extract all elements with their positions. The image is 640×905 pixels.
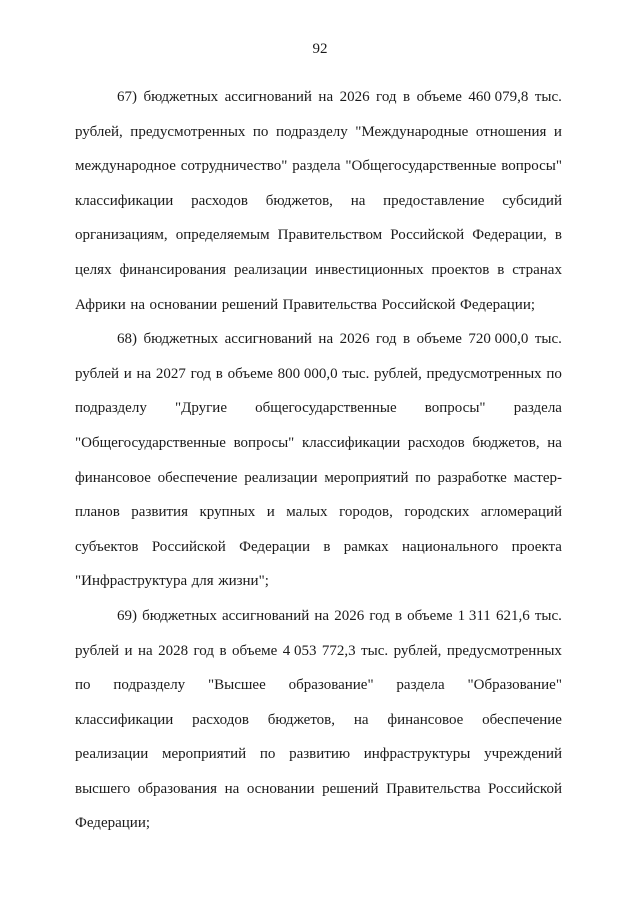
text-line: рублей, предусмотренных по подразделу "Международные отношения и [75, 123, 562, 140]
text-line: "Общегосударственные вопросы" классификации расходов бюджетов, на [75, 434, 562, 451]
paragraph-67 [75, 80, 562, 322]
document-body [75, 80, 562, 841]
text-line: подразделу "Другие общегосударственные вопросы" раздела [75, 400, 562, 417]
text-line: организациям, определяемым Правительством Российской Федерации, в [75, 227, 562, 244]
text-line: высшего образования на основании решений Правительства Российской [75, 780, 562, 797]
text-line: Африки на основании решений Правительства Российской Федерации; [75, 296, 536, 313]
text-line: целях финансирования реализации инвестиционных проектов в странах [75, 261, 562, 278]
text-line: Федерации; [75, 815, 151, 832]
paragraph-69 [75, 599, 562, 841]
text-line: 67) бюджетных ассигнований на 2026 год в объеме 460 079,8 тыс. [117, 89, 562, 105]
text-line: классификации расходов бюджетов, на предоставление субсидий [75, 192, 562, 209]
text-line: "Инфраструктура для жизни"; [75, 573, 269, 590]
text-line: классификации расходов бюджетов, на финансовое обеспечение [75, 711, 562, 728]
text-line: субъектов Российской Федерации в рамках национального проекта [75, 538, 562, 555]
text-line: рублей и на 2028 год в объеме 4 053 772,3 тыс. рублей, предусмотренных [75, 642, 562, 659]
text-line: рублей и на 2027 год в объеме 800 000,0 тыс. рублей, предусмотренных по [75, 365, 562, 382]
text-line: по подразделу "Высшее образование" раздела "Образование" [75, 677, 562, 694]
text-line: реализации мероприятий по развитию инфраструктуры учреждений [75, 746, 562, 763]
page-number: 92 [312, 41, 328, 57]
text-line: финансовое обеспечение реализации мероприятий по разработке мастер- [75, 469, 562, 486]
text-line: международное сотрудничество" раздела "Общегосударственные вопросы" [75, 158, 562, 175]
paragraph-68 [75, 322, 562, 599]
text-line: 68) бюджетных ассигнований на 2026 год в объеме 720 000,0 тыс. [117, 331, 562, 348]
text-line: 69) бюджетных ассигнований на 2026 год в объеме 1 311 621,6 тыс. [117, 607, 562, 624]
text-line: планов развития крупных и малых городов, городских агломераций [75, 504, 562, 521]
